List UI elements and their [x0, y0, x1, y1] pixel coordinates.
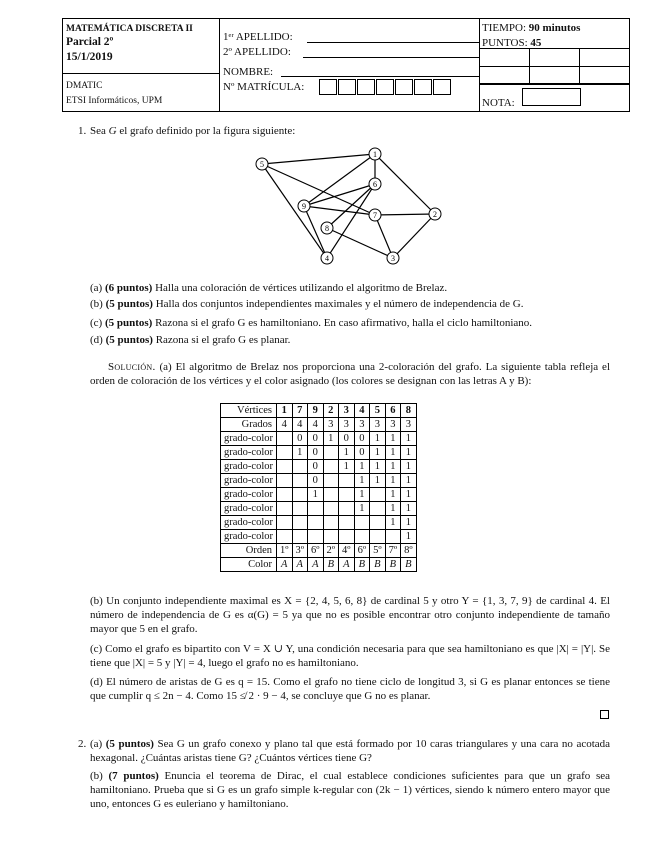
problem1-part-b: (b) (5 puntos) Halla dos conjuntos independientes maximales y el número de independencia de G. [90, 298, 524, 310]
dept-name: DMATIC [66, 81, 103, 91]
solution-d: (d) El número de aristas de G es q = 15. Como el grafo no tiene ciclo de longitud 3, si G es planar entonces se tiene que cumplir q ≤ 2n − 4. Como 15 ≰ 2 · 9 − 4, se concluye que G no es planar. [90, 676, 610, 702]
node-9: 9 [302, 202, 306, 211]
solution-label: Solución. [108, 361, 156, 373]
apellido2-field[interactable] [303, 57, 479, 58]
table-row: grado-color 1 1 [221, 516, 417, 530]
problem2-part-b: (b) (7 puntos) Enuncia el teorema de Dirac, el cual establece condiciones suficientes para que un grafo sea hamiltoniano. Prueba que si G es un grafo simple k-regular con (2k − 1) vértices, siendo k número entero mayor que uno, entonces G es euleriano y hamiltoniano. [90, 770, 611, 810]
node-8: 8 [325, 224, 329, 233]
header-hline-right [479, 84, 630, 85]
table-header-label: Vértices [221, 404, 277, 418]
problem1-number: 1. [78, 125, 87, 137]
problem2-number: 2. [78, 738, 87, 750]
table-row: grado-color 1 1 1 1 [221, 488, 417, 502]
matricula-label: Nº MATRÍCULA: [223, 81, 305, 93]
brelaz-table: Vértices 1 7 9 2 3 4 5 6 8 Grados 4 4 4 3 3 3 3 3 3 grado-color 0 0 1 0 0 1 1 1 grado-color 1 0 1 0 1 1 1 grado-color 0 1 1 1 1 1 grado-color 0 1 1 1 1 grado-color 1 1 1 1 grado-color 1 1 1 grado-color 1 1 grado-color 1 Orden 1º 3º 6º 2º 4º 6º 5º 7º 8º Color A A A B A B B B B [220, 403, 417, 572]
apellido1-field[interactable] [307, 42, 479, 43]
table-row: grado-color 0 1 1 1 1 [221, 474, 417, 488]
apellido2-label: 2º APELLIDO: [223, 46, 291, 58]
table-row: grado-color 1 0 1 0 1 1 1 [221, 446, 417, 460]
puntos-value: 45 [530, 37, 542, 49]
apellido1-label: 1ᵉʳ APELLIDO: [223, 31, 293, 43]
tiempo-value: 90 minutos [528, 22, 581, 34]
table-row: grado-color 1 1 1 [221, 502, 417, 516]
nota-label: NOTA: [482, 97, 515, 109]
qed-square-icon [600, 710, 609, 719]
nota-box[interactable] [522, 88, 581, 106]
node-4: 4 [325, 254, 329, 263]
node-6: 6 [373, 180, 377, 189]
tiempo-line [482, 21, 580, 35]
header-divider-left [219, 18, 220, 112]
node-2: 2 [433, 210, 437, 219]
node-3: 3 [391, 254, 395, 263]
nombre-label: NOMBRE: [223, 66, 274, 78]
node-5: 5 [260, 160, 264, 169]
exam-date: 15/1/2019 [66, 51, 113, 63]
problem1-part-c: (c) (5 puntos) Razona si el grafo G es hamiltoniano. En caso afirmativo, halla el ciclo hamiltoniano. [90, 317, 533, 329]
course-title: MATEMÁTICA DISCRETA II [66, 24, 193, 34]
node-1: 1 [373, 150, 377, 159]
header-hline-left [62, 73, 219, 74]
nombre-field[interactable] [281, 76, 479, 77]
solution-intro: Solución. (a) El algoritmo de Brelaz nos proporciona una 2-coloración del grafo. La siguiente tabla refleja el orden de coloración de los vértices y el color asignado (los colores se designan con las letras A y B): [90, 361, 611, 387]
graph-figure [240, 140, 455, 270]
exam-title: Parcial 2º [66, 36, 114, 48]
problem1-intro: Sea G el grafo definido por la figura siguiente: [90, 125, 296, 137]
problem2-part-a: (a) (5 puntos) Sea G un grafo conexo y plano tal que está formado por 10 caras triangulares y una cara no acotada hexagonal. ¿Cuántas aristas tiene G? ¿Cuántos vértices tiene G? [90, 738, 611, 764]
school-name: ETSI Informáticos, UPM [66, 96, 163, 106]
tiempo-label: TIEMPO: [482, 22, 526, 34]
problem1-part-a: (a) (6 puntos) Halla una coloración de vértices utilizando el algoritmo de Brelaz. [90, 282, 448, 294]
problem1-part-d: (d) (5 puntos) Razona si el grafo G es planar. [90, 334, 291, 346]
table-row: grado-color 0 0 1 0 0 1 1 1 [221, 432, 417, 446]
puntos-label: PUNTOS: [482, 37, 528, 49]
solution-c: (c) Como el grafo es bipartito con V = X ∪ Y, una condición necesaria para que sea hamiltoniano es que |X| = |Y|. Se tiene que |X| = 5 y |Y| = 4, luego el grafo no es hamiltoniano. [90, 643, 610, 669]
table-row: grado-color 1 [221, 530, 417, 544]
node-7: 7 [373, 211, 377, 220]
table-row: grado-color 0 1 1 1 1 1 [221, 460, 417, 474]
solution-b: (b) Un conjunto independiente maximal es X = {2, 4, 5, 6, 8} de cardinal 5 y otro Y = {1, 3, 7, 9} de cardinal 4. El número de independencia de G es α(G) = 5 ya que no es posible encontrar otro conjunto independiente de tamaño mayor que 5 en el grafo. [90, 595, 610, 635]
